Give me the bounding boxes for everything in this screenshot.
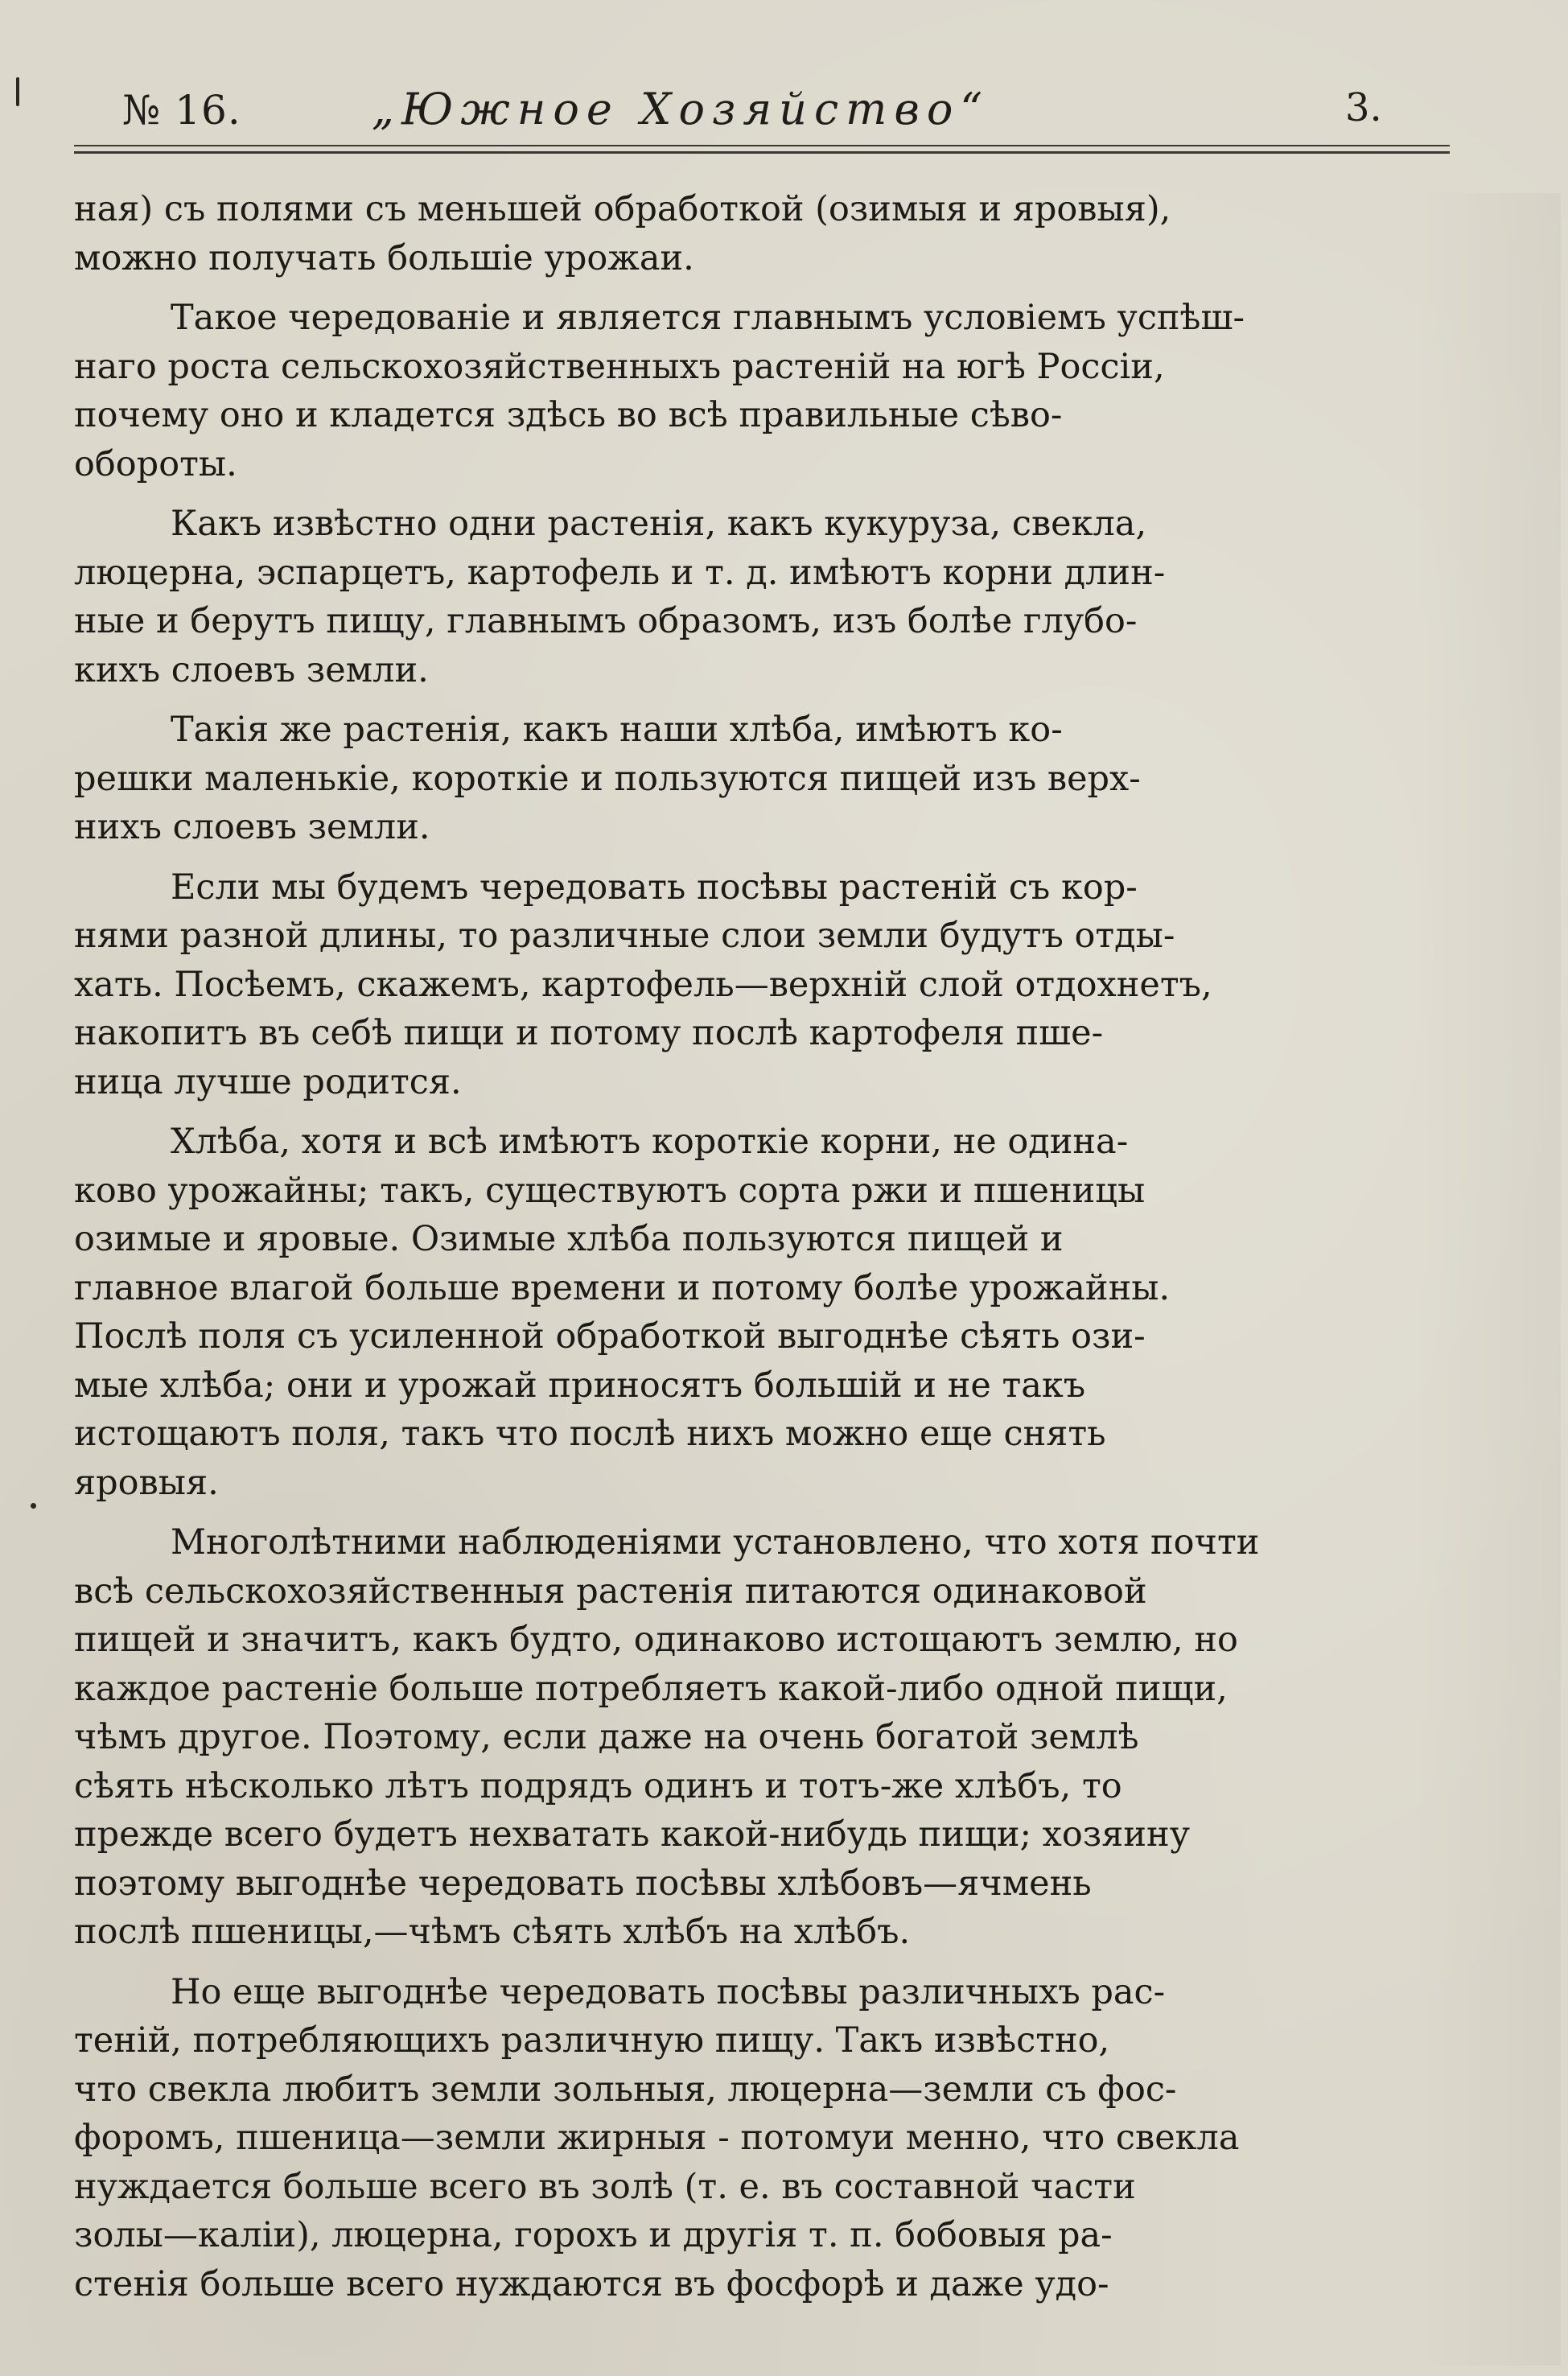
text-line: прежде всего будетъ нехватать какой-нибудь пищи; хозяину bbox=[74, 1814, 1191, 1855]
text-line: ные и берутъ пищу, главнымъ образомъ, изъ болѣе глубо- bbox=[74, 601, 1138, 641]
text-line: нями разной длины, то различные слои земли будутъ отды- bbox=[74, 916, 1175, 956]
text-line: форомъ, пшеница—земли жирныя - потомуи менно, что свекла bbox=[74, 2118, 1240, 2158]
text-line: почему оно и кладется здѣсь во всѣ правильные сѣво- bbox=[74, 395, 1063, 435]
header-rule-thick bbox=[74, 151, 1450, 154]
paragraph-gap bbox=[74, 488, 1451, 500]
text-line: главное влагой больше времени и потому болѣе урожайны. bbox=[74, 1267, 1171, 1308]
text-line: ково урожайны; такъ, существуютъ сорта ржи и пшеницы bbox=[74, 1170, 1146, 1211]
text-line: пищей и значитъ, какъ будто, одинаково истощаютъ землю, но bbox=[74, 1620, 1238, 1660]
text-line: нихъ слоевъ земли. bbox=[74, 807, 430, 847]
text-line: кихъ слоевъ земли. bbox=[74, 649, 429, 690]
text-line: каждое растеніе больше потребляетъ какой-либо одной пищи, bbox=[74, 1668, 1228, 1709]
text-line: накопитъ въ себѣ пищи и потому послѣ картофеля пше- bbox=[74, 1013, 1104, 1053]
paragraph-gap bbox=[74, 852, 1451, 863]
text-line: чѣмъ другое. Поэтому, если даже на очень богатой землѣ bbox=[74, 1717, 1139, 1757]
issue-number: № 16. bbox=[122, 87, 241, 134]
paragraph-gap bbox=[74, 1106, 1451, 1118]
text-line: Послѣ поля съ усиленной обработкой выгоднѣе сѣять ози- bbox=[74, 1316, 1146, 1357]
header-rule-thin bbox=[74, 145, 1450, 146]
paragraph-gap bbox=[74, 282, 1451, 294]
text-line: наго роста сельскохозяйственныхъ растеній на югѣ Россіи, bbox=[74, 346, 1165, 387]
journal-title: „Южное Хозяйство“ bbox=[372, 84, 990, 134]
text-line: стенія больше всего нуждаются въ фосфорѣ и даже удо- bbox=[74, 2263, 1109, 2304]
text-line: Хлѣба, хотя и всѣ имѣютъ короткіе корни, не одина- bbox=[171, 1122, 1129, 1162]
text-line: нуждается больше всего въ золѣ (т. е. въ составной части bbox=[74, 2166, 1136, 2207]
text-line: что свекла любитъ земли зольныя, люцерна—земли съ фос- bbox=[74, 2069, 1177, 2110]
text-line: люцерна, эспарцетъ, картофель и т. д. имѣютъ корни длин- bbox=[74, 552, 1166, 593]
text-line: можно получать большіе урожаи. bbox=[74, 237, 694, 278]
running-header bbox=[74, 77, 1442, 150]
page-number: 3. bbox=[1345, 85, 1382, 130]
text-line: истощаютъ поля, такъ что послѣ нихъ можно еще снять bbox=[74, 1414, 1106, 1454]
text-line: обороты. bbox=[74, 443, 237, 484]
text-line: всѣ сельскохозяйственныя растенія питаются одинаковой bbox=[74, 1571, 1147, 1612]
paragraph-gap bbox=[74, 1507, 1451, 1518]
text-line: яровыя. bbox=[74, 1462, 219, 1503]
text-line: Такія же растенія, какъ наши хлѣба, имѣютъ ко- bbox=[171, 710, 1063, 750]
text-line: Такое чередованіе и является главнымъ условіемъ успѣш- bbox=[171, 298, 1245, 338]
text-line: поэтому выгоднѣе чередовать посѣвы хлѣбовъ—ячмень bbox=[74, 1863, 1092, 1904]
text-line: озимые и яровые. Озимые хлѣба пользуются пищей и bbox=[74, 1219, 1064, 1259]
paragraph-gap bbox=[74, 694, 1451, 706]
article-body bbox=[74, 185, 1451, 2308]
text-line: хать. Посѣемъ, скажемъ, картофель—верхній слой отдохнетъ, bbox=[74, 964, 1212, 1005]
paragraph-gap bbox=[74, 1957, 1451, 1968]
text-line: золы—каліи), люцерна, горохъ и другія т. п. бобовыя ра- bbox=[74, 2215, 1113, 2255]
text-line: ная) съ полями съ меньшей обработкой (озимыя и яровыя), bbox=[74, 189, 1171, 229]
text-line: решки маленькіе, короткіе и пользуются пищей изъ верх- bbox=[74, 758, 1141, 799]
text-line: теній, потребляющихъ различную пищу. Такъ извѣстно, bbox=[74, 2020, 1110, 2061]
text-line: Многолѣтними наблюденіями установлено, что хотя почти bbox=[171, 1522, 1260, 1563]
text-line: мые хлѣба; они и урожай приносятъ большій и не такъ bbox=[74, 1365, 1086, 1406]
text-line: ница лучше родится. bbox=[74, 1061, 462, 1102]
text-line: послѣ пшеницы,—чѣмъ сѣять хлѣбъ на хлѣбъ. bbox=[74, 1912, 911, 1952]
ink-speck bbox=[16, 77, 19, 106]
text-line: Если мы будемъ чередовать посѣвы растеній съ кор- bbox=[171, 867, 1138, 908]
text-line: Какъ извѣстно одни растенія, какъ кукуруза, свекла, bbox=[171, 504, 1147, 544]
ink-speck bbox=[31, 1503, 36, 1509]
text-line: сѣять нѣсколько лѣтъ подрядъ одинъ и тотъ-же хлѣбъ, то bbox=[74, 1765, 1122, 1806]
text-line: Но еще выгоднѣе чередовать посѣвы различныхъ рас- bbox=[171, 1971, 1166, 2012]
